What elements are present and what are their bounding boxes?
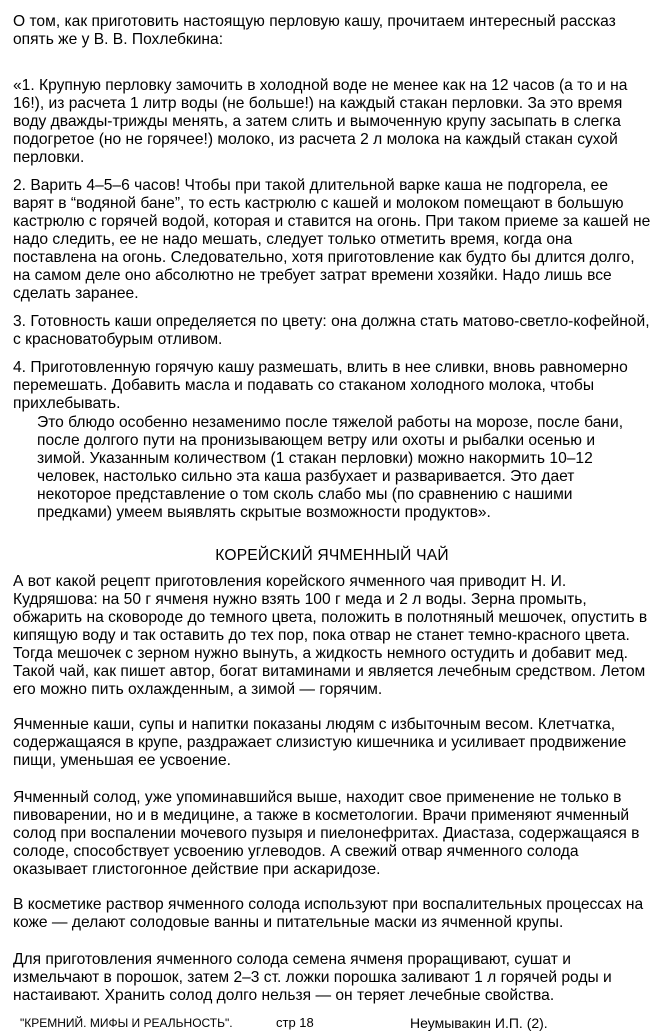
step-2-paragraph: 2. Варить 4–5–6 часов! Чтобы при такой длительной варке каша не подгорела, ее варят в “водяной бане”, то есть кастрюлю с кашей и молоком помещают в большую кастрюлю с горячей водой, которая и ставится на огонь. При таком приеме за кашей не надо следить, ее не надо мешать, следует только отметить время, когда она поставлена на огонь. Следовательно, хотя приготовление как будто бы длится долго, на самом деле оно абсолютно не требует затрат времени хозяйки. Надо лишь все сделать заранее.	[13, 177, 651, 302]
step-3-paragraph: 3. Готовность каши определяется по цвету: она должна стать матово-светло-кофейной, с красноватобурым отливом.	[13, 313, 650, 348]
footer-book-title: "КРЕМНИЙ. МИФЫ И РЕАЛЬНОСТЬ".	[20, 1016, 233, 1030]
step-4-paragraph: 4. Приготовленную горячую кашу размешать, влить в нее сливки, вновь равномерно перемешать. Добавить масла и подавать со стаканом холодного молока, чтобы прихлебывать.	[13, 359, 628, 412]
malt-preparation-paragraph: Для приготовления ячменного солода семена ячменя проращивают, сушат и измельчают в порошок, затем 2–3 ст. ложки порошка заливают 1 л горячей роды и настаивают. Хранить солод долго нельзя — он теряет лечебные свойства.	[13, 951, 612, 1004]
quote-paragraph: Это блюдо особенно незаменимо после тяжелой работы на морозе, после бани, после долгого пути на пронизывающем ветру или охоты и рыбалки осенью и зимой. Указанным количеством (1 стакан перловки) можно накормить 10–12 человек, настолько сильно эта каша разбухает и разваривается. Это дает некоторое представление о том сколь слабо мы (по сравнению с нашими предками) умеем выявлять скрытые возможности продуктов».	[37, 414, 624, 521]
malt-medicine-paragraph: Ячменный солод, уже упоминавшийся выше, находит свое применение не только в пивоварении, но и в медицине, а также в косметологии. Врачи применяют ячменный солод при воспалении мочевого пузыря и пиелонефритах. Диастаза, содержащаяся в солоде, способствует усвоению углеводов. А свежий отвар ячменного солода оказывает глистогонное действие при аскаридозе.	[13, 789, 640, 878]
cosmetics-paragraph: В косметике раствор ячменного солода используют при воспалительных процессах на коже — делают солодовые ванны и питательные маски из ячменной крупы.	[13, 896, 644, 931]
section-heading: КОРЕЙСКИЙ ЯЧМЕННЫЙ ЧАЙ	[215, 547, 449, 564]
footer-author: Неумывакин И.П. (2).	[410, 1015, 548, 1031]
footer-page-number: стр 18	[276, 1015, 314, 1030]
tea-recipe-paragraph: А вот какой рецепт приготовления корейского ячменного чая приводит Н. И. Кудряшова: на 50 г ячменя нужно взять 100 г меда и 2 л воды. Зерна промыть, обжарить на сковороде до темного цвета, положить в полотняный мешочек, опустить в кипящую воду и так оставить до тех пор, пока отвар не станет темно-красного цвета. Тогда мешочек с зерном нужно вынуть, а жидкость немного остудить и добавит мед. Такой чай, как пишет автор, богат витаминами и является лечебным средством. Летом его можно пить охлажденным, а зимой — горячим.	[13, 573, 648, 698]
intro-paragraph: О том, как приготовить настоящую перловую кашу, прочитаем интересный рассказ опять же у В. В. Похлебкина:	[13, 13, 616, 48]
step-1-paragraph: «1. Крупную перловку замочить в холодной воде не менее как на 12 часов (а то и на 16!), из расчета 1 литр воды (не больше!) на каждый стакан перловки. За это время воду дважды-трижды менять, а затем слить и вымоченную крупу засыпать в слегка подогретое (но не горячее!) молоко, из расчета 2 л молока на каждый стакан сухой перловки.	[13, 77, 628, 166]
diet-paragraph: Ячменные каши, супы и напитки показаны людям с избыточным весом. Клетчатка, содержащаяся в крупе, раздражает слизистую кишечника и усиливает продвижение пищи, уменьшая ее усвоение.	[13, 716, 627, 769]
